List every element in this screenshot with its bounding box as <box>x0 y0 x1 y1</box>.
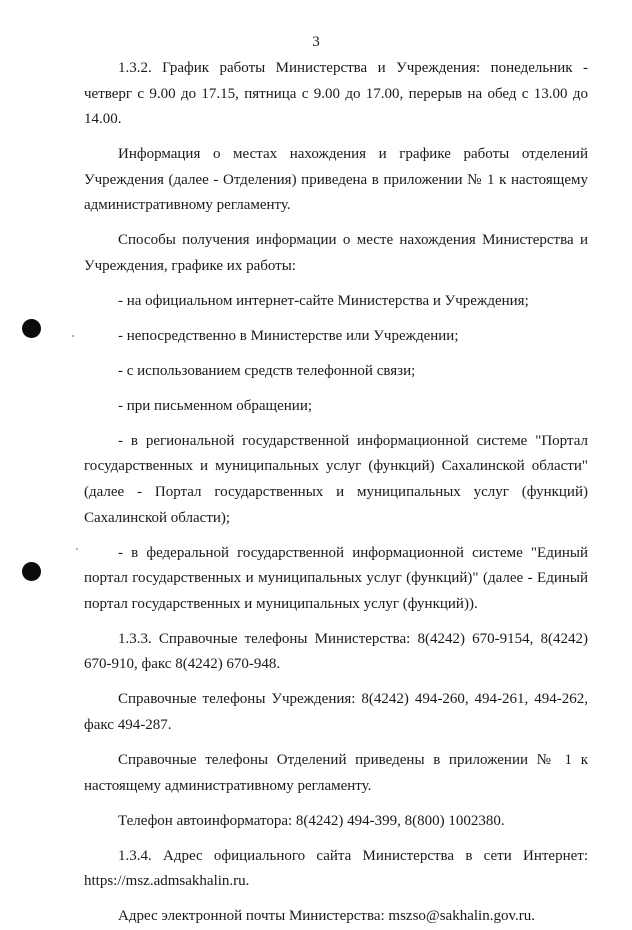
paragraph-branch-phones: Справочные телефоны Отделений приведены в приложении № 1 к настоящему административному регламенту. <box>84 751 588 794</box>
scan-speck <box>72 335 74 337</box>
punch-hole-top <box>22 319 41 338</box>
paragraph-schedule: 1.3.2. График работы Министерства и Учреждения: понедельник - четверг с 9.00 до 17.15, пятница с 9.00 до 17.00, перерыв на обед с 13.00 до 14.00. <box>84 60 588 128</box>
paragraph-autoinformer: Телефон автоинформатора: 8(4242) 494-399, 8(800) 1002380. <box>118 812 505 829</box>
paragraph-ministry-phones: 1.3.3. Справочные телефоны Министерства: 8(4242) 670-9154, 8(4242) 670-910, факс 8(4242) 670-948. <box>84 630 588 673</box>
list-item-written: - при письменном обращении; <box>118 397 313 414</box>
scan-speck <box>76 548 78 550</box>
document-body <box>84 56 588 930</box>
list-item-in-person: - непосредственно в Министерстве или Учреждении; <box>118 327 459 344</box>
paragraph-info-methods: Способы получения информации о месте нахождения Министерства и Учреждения, графике их работы: <box>84 232 588 274</box>
punch-hole-bottom <box>22 562 41 581</box>
page-number: 3 <box>312 34 320 50</box>
paragraph-branches-info: Информация о местах нахождения и графике работы отделений Учреждения (далее - Отделения) приведена в приложении № 1 к настоящему административному регламенту. <box>84 146 588 214</box>
list-item-federal-portal: - в федеральной государственной информационной системе "Единый портал государственных и муниципальных услуг (функций)" (далее - Единый портал государственных и муниципальных услуг (функций)). <box>84 544 588 612</box>
paragraph-email: Адрес электронной почты Министерства: mszso@sakhalin.gov.ru. <box>118 908 535 925</box>
list-item-regional-portal: - в региональной государственной информационной системе "Портал государственных и муниципальных услуг (функций) Сахалинской области" (далее - Портал государственных и муниципальных услуг (функций) Сахалинской области); <box>84 432 588 526</box>
list-item-phone: - с использованием средств телефонной связи; <box>118 362 416 379</box>
paragraph-institution-phones: Справочные телефоны Учреждения: 8(4242) 494-260, 494-261, 494-262, факс 494-287. <box>84 691 588 733</box>
paragraph-website: 1.3.4. Адрес официального сайта Министерства в сети Интернет: https://msz.admsakhalin.ru. <box>84 847 588 890</box>
list-item-website: - на официальном интернет-сайте Министерства и Учреждения; <box>118 292 529 309</box>
